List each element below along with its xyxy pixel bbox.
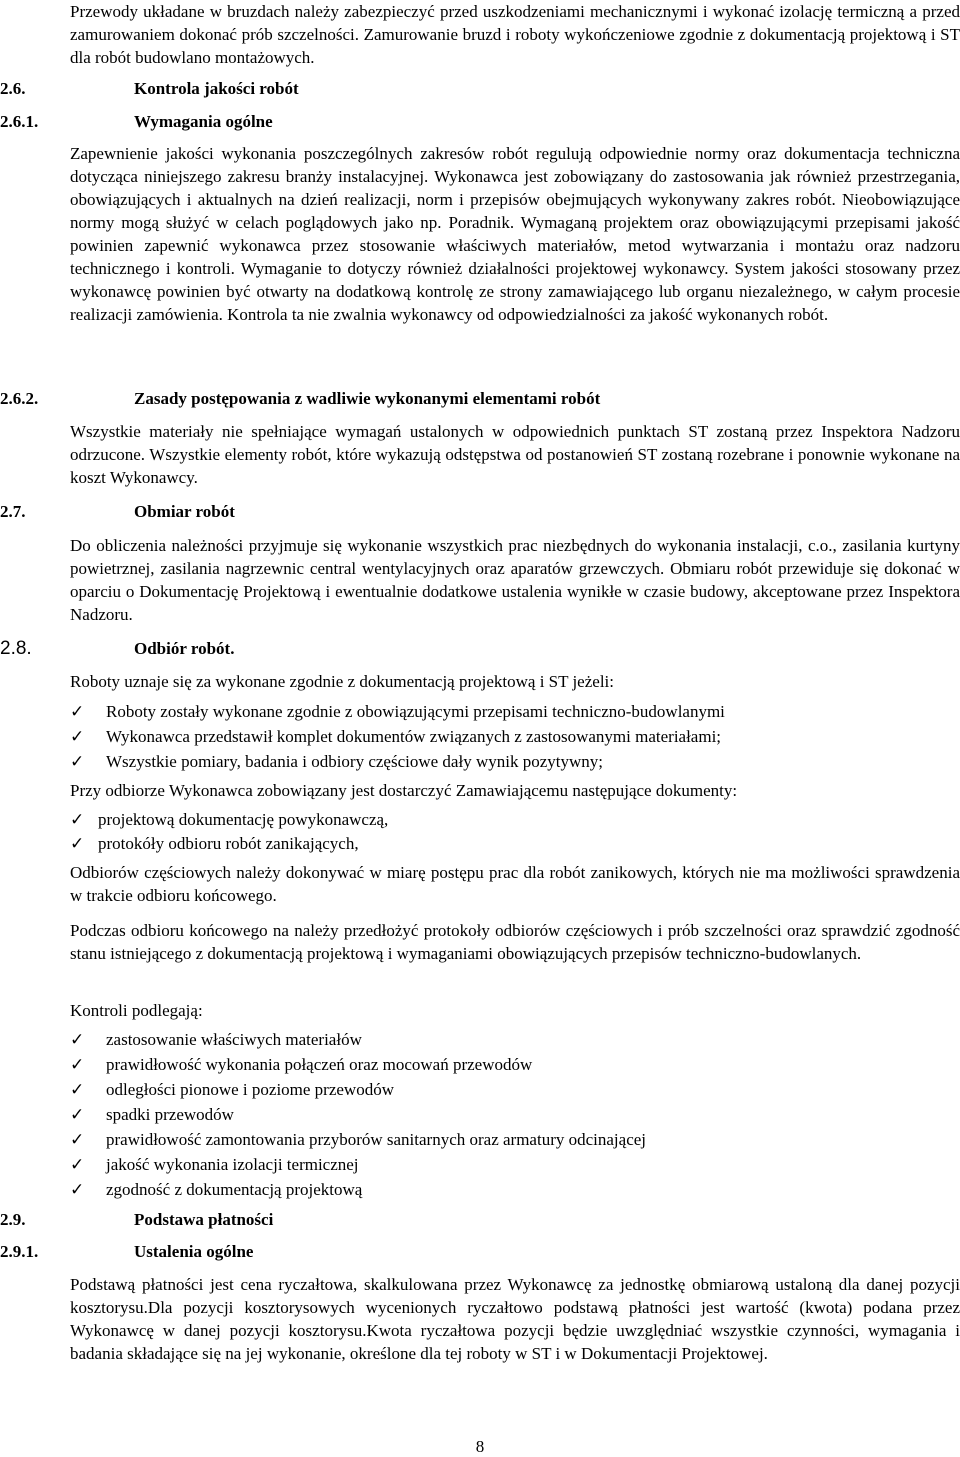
checklist-item: ✓ odległości pionowe i poziome przewodów [70, 1080, 394, 1100]
section-title-2-9: Podstawa płatności [134, 1210, 274, 1229]
page-number: 8 [475, 1437, 485, 1456]
checklist-item: ✓ projektową dokumentację powykonawczą, [70, 810, 389, 830]
final-acceptance-paragraph: Podczas odbioru końcowego na należy przedłożyć protokoły odbiorów częściowych i prób szczelności oraz sprawdzić zgodność stanu istniejącego z dokumentacją projektową i wymaganiami obowiązujących przepisów techniczno-budowlanych. [70, 921, 960, 963]
checklist-item: ✓ Wszystkie pomiary, badania i odbiory częściowe dały wynik pozytywny; [70, 752, 603, 772]
checklist-item: ✓ prawidłowość zamontowania przyborów sanitarnych oraz armatury odcinającej [70, 1130, 647, 1150]
section-text-2-7: Do obliczenia należności przyjmuje się wykonanie wszystkich prac niezbędnych do wykonania instalacji, c.o., zasilania kurtyny powietrznej, zasilania nagrzewnic central wentylacyjnych oraz aparatów grzewczych. Obmiaru robót przewiduje się dokonać w oparciu o Dokumentację Projektową i ewentualnie dodatkowe ustalenia wynikłe w czasie budowy, akceptowane przez Inspektora Nadzoru. [70, 536, 960, 624]
check-icon: ✓ [70, 752, 85, 772]
section-title-2-7: Obmiar robót [134, 502, 235, 521]
section-number-2-7: 2.7. [0, 502, 26, 521]
check-icon: ✓ [70, 727, 85, 747]
checklist-item: ✓ zastosowanie właściwych materiałów [70, 1030, 362, 1050]
checklist-item: ✓ protokóły odbioru robót zanikających, [70, 834, 359, 854]
check-icon: ✓ [70, 834, 85, 854]
documents-lead: Przy odbiorze Wykonawca zobowiązany jest dostarczyć Zamawiającemu następujące dokumenty: [70, 781, 738, 800]
section-text-2-6-1: Zapewnienie jakości wykonania poszczególnych zakresów robót regulują odpowiednie normy oraz dokumentacja techniczna dotycząca niniejszego zakresu branży instalacyjnej. Wykonawca jest zobowiązany do zastosowania jak również przestrzegania, obowiązujących i aktualnych na dzień realizacji, norm i przepisów obejmujących wykonywany zakres robót. Nieobowiązujące normy mogą służyć w celach poglądowych jako np. Poradnik. Wymaganą projektem oraz obowiązującymi przepisami jakość powinien zapewnić wykonawca przez stosowanie właściwych materiałów, metod wytwarzania i montażu oraz nadzoru technicznego i kontroli. Wymaganie to dotyczy również działalności projektowej wykonawcy. System jakości stosowany przez wykonawcę powinien być otwarty na dodatkową kontrolę ze strony zamawiającego lub organu niezależnego, w całym procesie realizacji zamówienia. Kontrola ta nie zwalnia wykonawcy od odpowiedzialności za jakość wykonanych robót. [70, 144, 960, 324]
controls-lead: Kontroli podlegają: [70, 1001, 203, 1020]
check-icon: ✓ [70, 1030, 85, 1050]
check-icon: ✓ [70, 1155, 85, 1175]
checklist-item: ✓ Roboty zostały wykonane zgodnie z obowiązującymi przepisami techniczno-budowlanymi [70, 702, 725, 722]
check-icon: ✓ [70, 1055, 85, 1075]
section-title-2-6: Kontrola jakości robót [134, 79, 299, 98]
check-icon: ✓ [70, 1180, 85, 1200]
section-number-2-8: 2.8. [0, 638, 32, 659]
section-text-2-9-1: Podstawą płatności jest cena ryczałtowa, skalkulowana przez Wykonawcę za jednostkę obmiarową ustaloną dla danej pozycji kosztorysu.Dla pozycji kosztorysowych wycenionych ryczałtowo podstawą płatności jest wartość (kwota) podana przez Wykonawcę w danej pozycji kosztorysu.Kwota ryczałtowa pozycji będzie uwzględniać wszystkie czynności, wymagania i badania składające się na jej wykonanie, określone dla tej roboty w ST i w Dokumentacji Projektowej. [70, 1275, 960, 1363]
checklist-item: ✓ zgodność z dokumentacją projektową [70, 1180, 363, 1200]
check-icon: ✓ [70, 810, 85, 830]
section-number-2-6-2: 2.6.2. [0, 389, 39, 408]
checklist-item: ✓ jakość wykonania izolacji termicznej [70, 1155, 359, 1175]
check-icon: ✓ [70, 1080, 85, 1100]
checklist-item: ✓ Wykonawca przedstawił komplet dokumentów związanych z zastosowanymi materiałami; [70, 727, 722, 747]
intro-paragraph: Przewody układane w bruzdach należy zabezpieczyć przed uszkodzeniami mechanicznymi i wykonać izolację termiczną a przed zamurowaniem dokonać prób szczelności. Zamurowanie bruzd i roboty wykończeniowe zgodnie z dokumentacją projektową i ST dla robót budowlano montażowych. [70, 2, 960, 67]
checklist-item: ✓ spadki przewodów [70, 1105, 234, 1125]
section-number-2-9: 2.9. [0, 1210, 26, 1229]
acceptance-lead: Roboty uznaje się za wykonane zgodnie z dokumentacją projektową i ST jeżeli: [70, 672, 614, 691]
section-number-2-6-1: 2.6.1. [0, 112, 39, 131]
check-icon: ✓ [70, 1105, 85, 1125]
section-title-2-6-1: Wymagania ogólne [134, 112, 273, 131]
checklist-item: ✓ prawidłowość wykonania połączeń oraz mocowań przewodów [70, 1055, 533, 1075]
section-number-2-6: 2.6. [0, 79, 26, 98]
section-title-2-9-1: Ustalenia ogólne [134, 1242, 254, 1261]
section-title-2-6-2: Zasady postępowania z wadliwie wykonanymi elementami robót [134, 389, 601, 408]
check-icon: ✓ [70, 1130, 85, 1150]
section-text-2-6-2: Wszystkie materiały nie spełniające wymagań ustalonych w odpowiednich punktach ST zostaną przez Inspektora Nadzoru odrzucone. Wszystkie elementy robót, które wykazują odstępstwa od postanowień ST zostaną rozebrane i ponownie wykonane na koszt Wykonawcy. [70, 422, 960, 487]
section-number-2-9-1: 2.9.1. [0, 1242, 39, 1261]
check-icon: ✓ [70, 702, 85, 722]
partial-acceptance-paragraph: Odbiorów częściowych należy dokonywać w miarę postępu prac dla robót zanikowych, których nie ma możliwości sprawdzenia w trakcie odbioru końcowego. [70, 863, 960, 905]
section-title-2-8: Odbiór robót. [134, 639, 235, 658]
